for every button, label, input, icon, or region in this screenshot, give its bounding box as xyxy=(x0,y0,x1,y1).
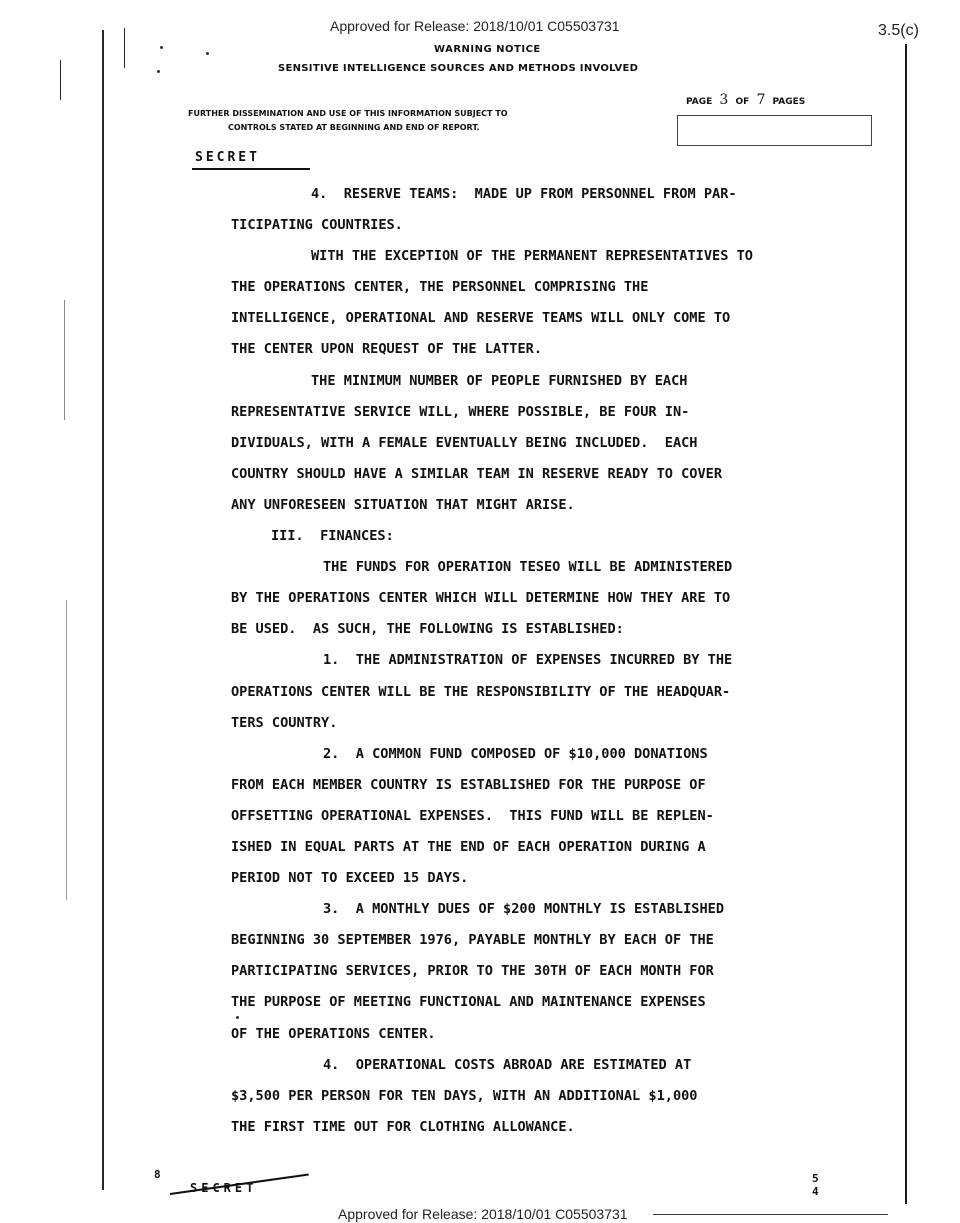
body-line: 3. A MONTHLY DUES OF $200 MONTHLY IS ESTABLISHED xyxy=(323,901,725,918)
release-stamp-top: Approved for Release: 2018/10/01 C05503731 xyxy=(330,18,620,34)
section-heading: III. FINANCES: xyxy=(271,528,394,545)
body-line: 4. OPERATIONAL COSTS ABROAD ARE ESTIMATED AT xyxy=(323,1056,692,1073)
scan-speck xyxy=(206,52,209,55)
pages-label: PAGES xyxy=(772,97,806,107)
scan-edge-line xyxy=(124,28,125,68)
page-label: PAGE xyxy=(686,97,713,107)
scan-edge-line xyxy=(64,300,65,420)
scan-speck xyxy=(160,46,163,49)
body-line: OF THE OPERATIONS CENTER. xyxy=(231,1025,436,1042)
body-line: INTELLIGENCE, OPERATIONAL AND RESERVE TEAMS WILL ONLY COME TO xyxy=(231,310,731,327)
dissemination-line-2: CONTROLS STATED AT BEGINNING AND END OF REPORT. xyxy=(228,123,480,132)
scan-speck xyxy=(157,70,160,73)
page-total: 7 xyxy=(756,92,766,108)
scan-edge-line xyxy=(66,600,67,900)
body-line: DIVIDUALS, WITH A FEMALE EVENTUALLY BEING INCLUDED. EACH xyxy=(231,434,698,451)
exemption-code: 3.5(c) xyxy=(878,22,919,39)
document-body xyxy=(231,179,831,1143)
left-scan-rule xyxy=(102,30,104,1190)
margin-mark-right: 5 4 xyxy=(812,1172,819,1198)
body-line: BY THE OPERATIONS CENTER WHICH WILL DETERMINE HOW THEY ARE TO xyxy=(231,590,731,607)
dissemination-notice xyxy=(188,107,618,135)
body-line: $3,500 PER PERSON FOR TEN DAYS, WITH AN ADDITIONAL $1,000 xyxy=(231,1087,698,1104)
body-line: THE PURPOSE OF MEETING FUNCTIONAL AND MAINTENANCE EXPENSES xyxy=(231,994,706,1011)
warning-title: WARNING NOTICE xyxy=(434,44,541,55)
body-line: BE USED. AS SUCH, THE FOLLOWING IS ESTABLISHED: xyxy=(231,621,624,638)
body-line: FROM EACH MEMBER COUNTRY IS ESTABLISHED FOR THE PURPOSE OF xyxy=(231,776,706,793)
body-line: TICIPATING COUNTRIES. xyxy=(231,217,403,234)
body-line: THE OPERATIONS CENTER, THE PERSONNEL COMPRISING THE xyxy=(231,279,649,296)
margin-mark-left: 8 xyxy=(154,1168,161,1181)
body-line: PARTICIPATING SERVICES, PRIOR TO THE 30TH OF EACH MONTH FOR xyxy=(231,963,714,980)
body-line: THE FIRST TIME OUT FOR CLOTHING ALLOWANCE. xyxy=(231,1118,575,1135)
body-line: OPERATIONS CENTER WILL BE THE RESPONSIBILITY OF THE HEADQUAR- xyxy=(231,683,731,700)
body-line: THE MINIMUM NUMBER OF PEOPLE FURNISHED BY EACH xyxy=(311,372,688,389)
body-line: PERIOD NOT TO EXCEED 15 DAYS. xyxy=(231,870,469,887)
body-line: OFFSETTING OPERATIONAL EXPENSES. THIS FUND WILL BE REPLEN- xyxy=(231,807,714,824)
body-line: WITH THE EXCEPTION OF THE PERMANENT REPRESENTATIVES TO xyxy=(311,248,753,265)
page-number: 3 xyxy=(719,92,729,108)
page-count xyxy=(686,92,805,108)
classification-marking-bottom: SECRET xyxy=(190,1181,258,1195)
right-scan-rule xyxy=(905,44,907,1204)
body-line: TERS COUNTRY. xyxy=(231,714,338,731)
dissemination-line-1: FURTHER DISSEMINATION AND USE OF THIS INFORMATION SUBJECT TO xyxy=(188,109,508,118)
page-of-label: OF xyxy=(735,97,750,107)
classification-underline xyxy=(192,168,310,170)
body-line: COUNTRY SHOULD HAVE A SIMILAR TEAM IN RESERVE READY TO COVER xyxy=(231,465,723,482)
body-line: BEGINNING 30 SEPTEMBER 1976, PAYABLE MONTHLY BY EACH OF THE xyxy=(231,932,714,949)
body-line: ANY UNFORESEEN SITUATION THAT MIGHT ARISE. xyxy=(231,496,575,513)
body-line: ISHED IN EQUAL PARTS AT THE END OF EACH OPERATION DURING A xyxy=(231,838,706,855)
scan-edge-line xyxy=(60,60,61,100)
release-stamp-bottom: Approved for Release: 2018/10/01 C05503731 xyxy=(338,1206,628,1222)
body-line: REPRESENTATIVE SERVICE WILL, WHERE POSSIBLE, BE FOUR IN- xyxy=(231,403,690,420)
classification-marking-top: SECRET xyxy=(195,150,260,165)
release-stamp-rule xyxy=(653,1214,888,1215)
warning-subtitle: SENSITIVE INTELLIGENCE SOURCES AND METHODS INVOLVED xyxy=(278,63,639,74)
body-line: THE CENTER UPON REQUEST OF THE LATTER. xyxy=(231,341,542,358)
body-line: 2. A COMMON FUND COMPOSED OF $10,000 DONATIONS xyxy=(323,745,708,762)
redaction-box xyxy=(677,115,872,146)
body-line: THE FUNDS FOR OPERATION TESEO WILL BE ADMINISTERED xyxy=(323,559,733,576)
body-line: 4. RESERVE TEAMS: MADE UP FROM PERSONNEL FROM PAR- xyxy=(311,186,737,202)
body-line: 1. THE ADMINISTRATION OF EXPENSES INCURRED BY THE xyxy=(323,652,733,669)
